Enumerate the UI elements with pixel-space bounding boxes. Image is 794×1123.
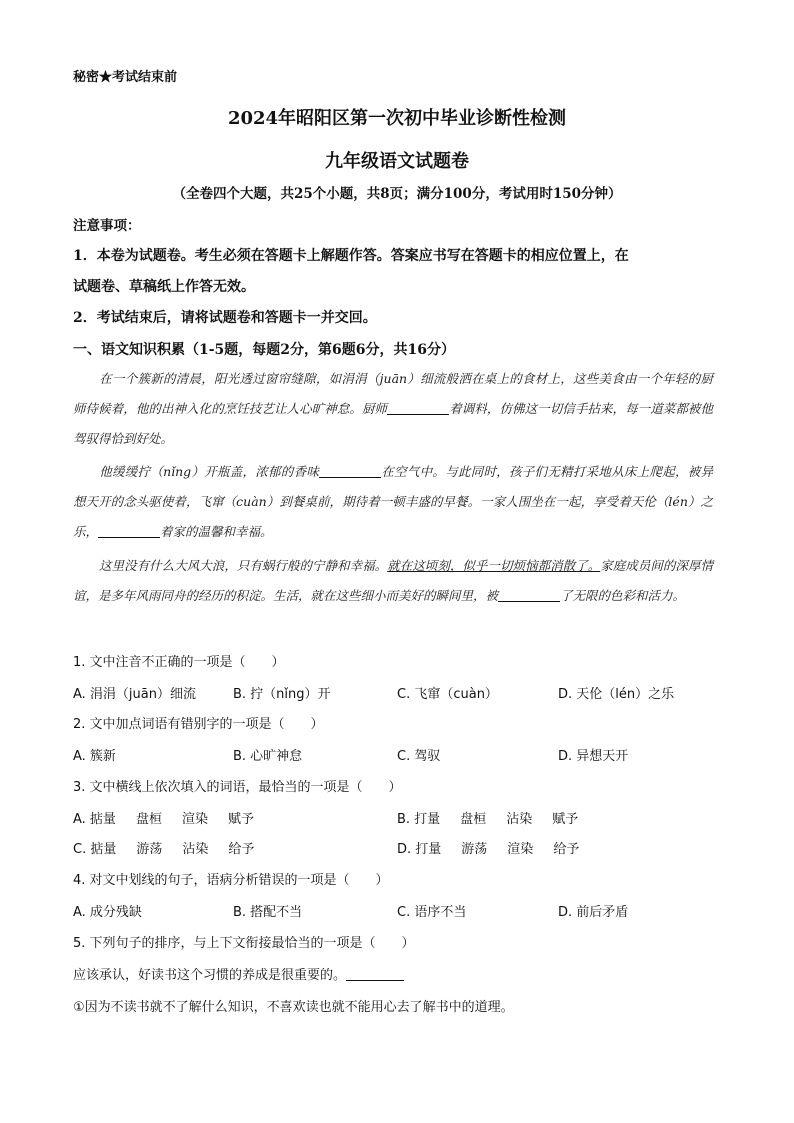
q3-option-c-word: 游荡 (136, 842, 163, 857)
q4-option-c: C. 语序不当 (397, 905, 467, 920)
q5-context-text: 应该承认，好读书这个习惯的养成是很重要的。 (73, 968, 347, 983)
fill-blank (346, 966, 404, 981)
passage-text: 在一个簇新的清晨，阳光透过窗帘缝隙，如涓涓（juān）细流般洒在桌上的食材上，这些美食由一个年轻的厨师侍候着，他的出神入化的烹饪技艺让人心旷神怠。厨师 (73, 371, 713, 416)
fill-blank (498, 587, 560, 602)
passage-text: 了无限的色彩和活力。 (560, 588, 686, 603)
q3-option-d-word: 渲染 (507, 842, 534, 857)
fill-blank (387, 400, 449, 415)
q3-option-a-word: 赋予 (227, 812, 254, 827)
exam-subject-title: 九年级语文试题卷 (325, 151, 469, 172)
notice-title: 注意事项： (73, 218, 141, 234)
passage-text: 在空气中。与此同时，孩子们无精打采地从床上爬起，被异想天开的念头驱使着，飞窜（cuàn）到餐桌前，期待着一顿丰盛的早餐。一家人围坐在一起，享受着天伦（lén）之乐， (73, 464, 713, 539)
fill-blank (98, 523, 160, 538)
q3-option-c-word: C. 掂量 (73, 842, 117, 857)
q1-option-d: D. 天伦（lén）之乐 (558, 687, 675, 702)
passage-text: 着家的温馨和幸福。 (160, 524, 273, 539)
notice-rule-1: 1．本卷为试题卷。考生必须在答题卡上解题作答。答案应书写在答题卡的相应位置上，在 (73, 248, 629, 264)
q3-option-c (73, 838, 274, 857)
q3-option-b-word: 赋予 (552, 812, 579, 827)
q2-option-b: B. 心旷神怠 (233, 749, 303, 764)
q1-option-b: B. 拧（nǐng）开 (233, 687, 331, 702)
q2-option-d: D. 异想天开 (558, 749, 629, 764)
q3-option-b-word: 沾染 (506, 812, 533, 827)
q3-option-a-word: 渲染 (181, 812, 208, 827)
q4-option-b: B. 搭配不当 (233, 905, 303, 920)
question-4-stem: 4. 对文中划线的句子，语病分析错误的一项是（ ） (73, 873, 389, 888)
q5-context (73, 964, 404, 983)
q3-option-c-word: 给予 (228, 842, 255, 857)
exam-info: （全卷四个大题，共25个小题，共8页；满分100分，考试用时150分钟） (172, 186, 622, 202)
passage-paragraph-1 (73, 364, 713, 454)
passage-text: 他缓缓拧（nǐng）开瓶盖，浓郁的香味 (99, 464, 320, 479)
underlined-sentence: 就在这顷刻，似乎一切烦恼都消散了。 (387, 558, 601, 573)
fill-blank (319, 463, 381, 478)
q1-option-a: A. 涓涓（juān）细流 (73, 687, 196, 702)
question-2-stem: 2. 文中加点词语有错别字的一项是（ ） (73, 717, 324, 732)
passage-text: 家庭成员间的深厚情谊，是多年风雨同舟的经历的积淀。生活，就在这些细小而美好的瞬间里，被 (73, 558, 713, 603)
q3-option-b-word: B. 打量 (397, 812, 441, 827)
q3-option-b-word: 盘桓 (460, 812, 487, 827)
q3-option-d (397, 838, 599, 857)
q3-option-c-word: 沾染 (182, 842, 209, 857)
confidential-label: 秘密★考试结束前 (73, 70, 178, 85)
passage-text: 着调料，仿佛这一切信手拈来，每一道菜都被他驾驭得恰到好处。 (73, 401, 713, 446)
question-3-stem: 3. 文中横线上依次填入的词语，最恰当的一项是（ ） (73, 780, 402, 795)
q3-option-a-word: A. 掂量 (73, 812, 116, 827)
passage-paragraph-2 (73, 457, 713, 547)
notice-rule-2: 2．考试结束后，请将试题卷和答题卡一并交回。 (73, 310, 377, 326)
q3-option-b (397, 808, 598, 827)
exam-title: 2024年昭阳区第一次初中毕业诊断性检测 (227, 108, 567, 129)
q4-option-d: D. 前后矛盾 (558, 905, 629, 920)
q3-option-d-word: 给予 (553, 842, 580, 857)
passage-paragraph-3 (73, 551, 713, 611)
q3-option-d-word: 游荡 (461, 842, 488, 857)
q2-option-c: C. 驾驭 (397, 749, 441, 764)
q3-option-a (73, 808, 274, 827)
q3-option-d-word: D. 打量 (397, 842, 442, 857)
question-5-stem: 5. 下列句子的排序，与上下文衔接最恰当的一项是（ ） (73, 936, 415, 951)
section-heading: 一、语文知识积累（1-5题，每题2分，第6题6分，共16分） (73, 342, 455, 358)
passage-text: 这里没有什么大风大浪，只有蜗行般的宁静和幸福。 (99, 558, 388, 573)
q2-option-a: A. 簇新 (73, 749, 116, 764)
q5-item-1: ①因为不读书就不了解什么知识，不喜欢读也就不能用心去了解书中的道理。 (73, 1000, 514, 1015)
q4-option-a: A. 成分残缺 (73, 905, 142, 920)
q3-option-a-word: 盘桓 (135, 812, 162, 827)
notice-rule-1-cont: 试题卷、草稿纸上作答无效。 (73, 279, 255, 295)
question-1-stem: 1. 文中注音不正确的一项是（ ） (73, 655, 285, 670)
q1-option-c: C. 飞窜（cuàn） (397, 687, 498, 702)
